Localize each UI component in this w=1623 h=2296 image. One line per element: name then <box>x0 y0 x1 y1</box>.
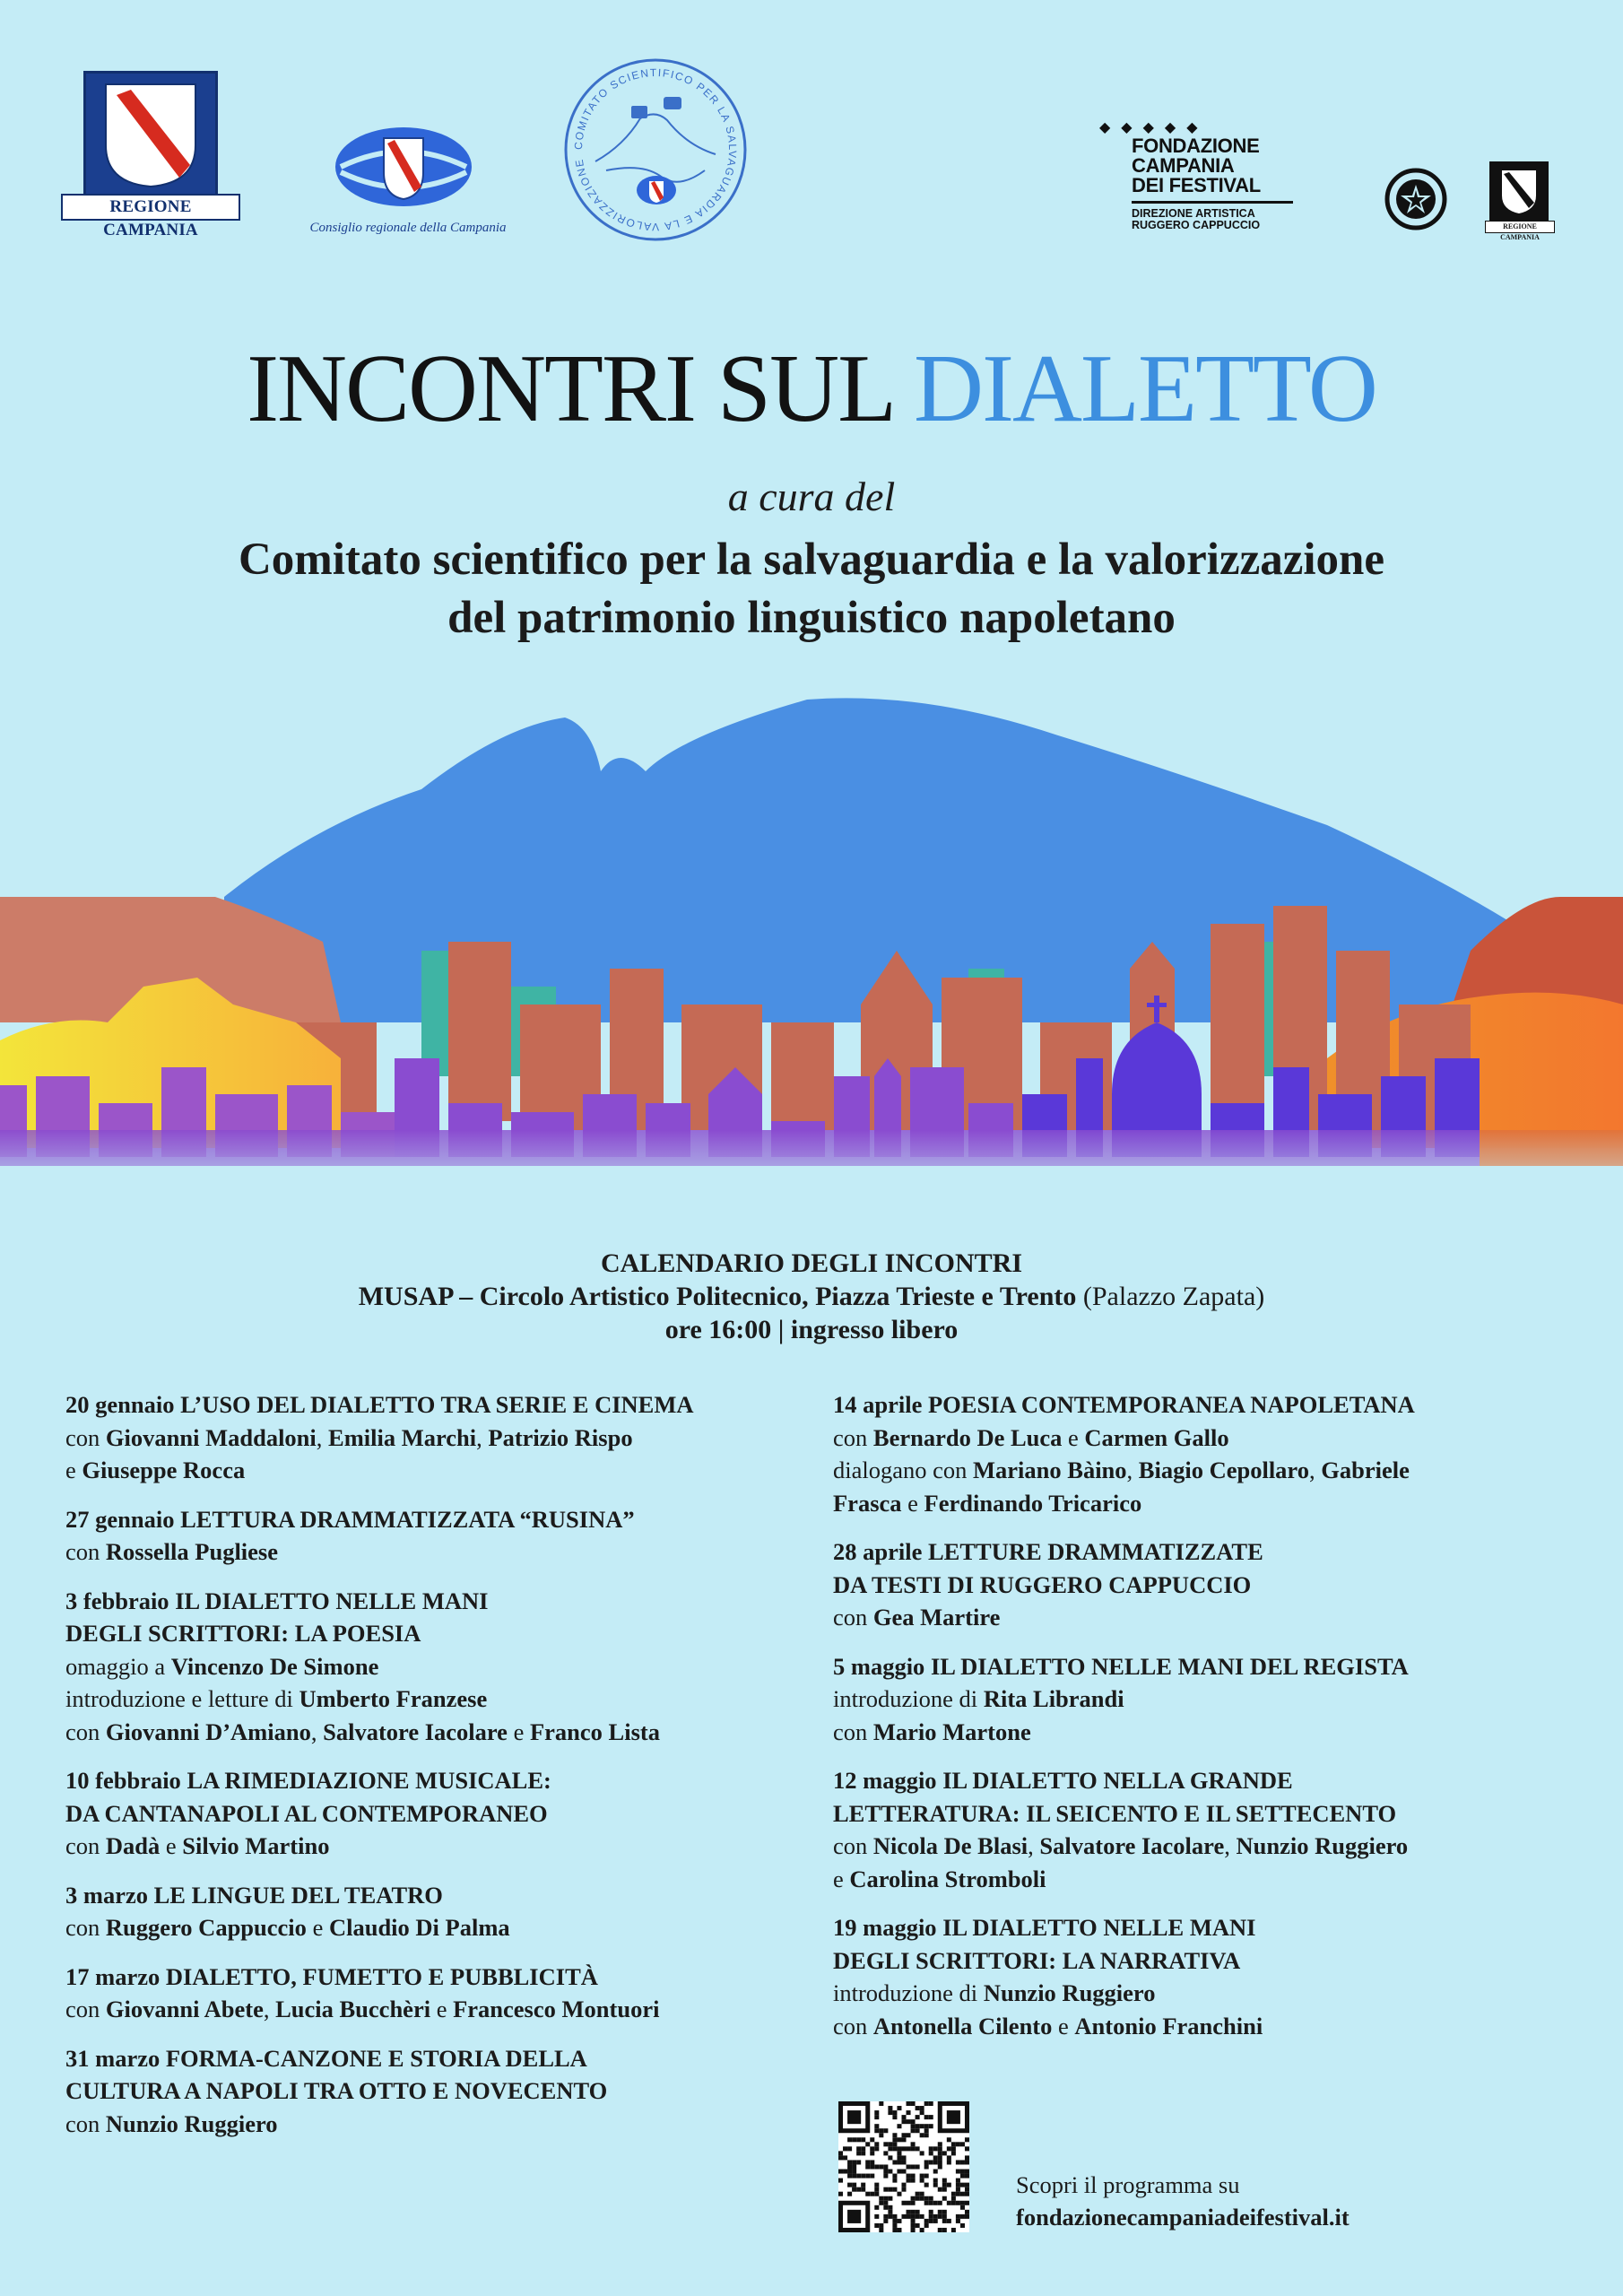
event-detail-line: con Giovanni Maddaloni, Emilia Marchi, Patrizio Rispo <box>65 1423 633 1451</box>
event-item <box>833 1388 1586 1519</box>
events-column-right <box>833 1388 1586 2058</box>
event-detail-line: con Bernardo De Luca e Carmen Gallo <box>833 1423 1229 1451</box>
title-main: INCONTRI SUL <box>247 335 915 442</box>
event-detail-line: con Dadà e Silvio Martino <box>65 1832 330 1859</box>
comitato-seal-icon <box>561 56 750 244</box>
footer-website-link[interactable]: fondazionecampaniadeifestival.it <box>1016 2204 1350 2231</box>
event-item <box>65 1503 819 1569</box>
regione-small-label: REGIONE CAMPANIA <box>1485 221 1555 233</box>
event-detail-line: con Antonella Cilento e Antonio Franchini <box>833 2012 1263 2039</box>
event-detail-line: e Giuseppe Rocca <box>65 1457 246 1483</box>
event-date-title: 3 febbraio IL DIALETTO NELLE MANI <box>65 1587 489 1614</box>
logo-regione-campania <box>61 66 240 239</box>
event-detail-line: con Nunzio Ruggiero <box>65 2109 278 2137</box>
event-item <box>65 1388 819 1487</box>
fondazione-diamonds-icon: ◆◆◆◆◆ <box>1099 120 1209 135</box>
italian-emblem-icon <box>1384 163 1447 235</box>
fondazione-divider <box>1132 201 1293 204</box>
consiglio-caption: Consiglio regionale della Campania <box>309 221 507 235</box>
event-date-title: 12 maggio IL DIALETTO NELLA GRANDE <box>833 1767 1293 1794</box>
event-detail-line: con Giovanni D’Amiano, Salvatore Iacolare e Franco Lista <box>65 1718 660 1745</box>
logo-consiglio-regionale <box>305 126 511 242</box>
event-detail-line: DA CANTANAPOLI AL CONTEMPORANEO <box>65 1799 548 1827</box>
event-detail-line: con Nicola De Blasi, Salvatore Iacolare, Nunzio Ruggiero <box>833 1832 1409 1859</box>
event-detail-line: CULTURA A NAPOLI TRA OTTO E NOVECENTO <box>65 2077 608 2104</box>
event-detail-line: con Mario Martone <box>833 1718 1031 1745</box>
event-date-title: 19 maggio IL DIALETTO NELLE MANI <box>833 1914 1256 1941</box>
event-date-title: 5 maggio IL DIALETTO NELLE MANI DEL REGISTA <box>833 1652 1409 1680</box>
committee-line-1: Comitato scientifico per la salvaguardia e la valorizzazione <box>238 535 1385 585</box>
event-detail-line: Frasca e Ferdinando Tricarico <box>833 1489 1142 1517</box>
event-detail-line: introduzione e letture di Umberto Franzese <box>65 1685 488 1712</box>
event-item <box>833 1535 1586 1634</box>
event-detail-line: DEGLI SCRITTORI: LA NARRATIVA <box>833 1946 1241 1974</box>
event-date-title: 10 febbraio LA RIMEDIAZIONE MUSICALE: <box>65 1767 551 1794</box>
committee-name <box>0 531 1623 648</box>
event-detail-line: con Giovanni Abete, Lucia Bucchèri e Francesco Montuori <box>65 1996 660 2022</box>
event-detail-line: con Ruggero Cappuccio e Claudio Di Palma <box>65 1914 510 1941</box>
events-column-left <box>65 1388 819 2156</box>
event-item <box>833 1764 1586 1895</box>
event-detail-line: e Carolina Stromboli <box>833 1865 1046 1892</box>
event-detail-line: dialogano con Mariano Bàino, Biagio Cepollaro, Gabriele <box>833 1457 1410 1483</box>
title-accent: DIALETTO <box>914 335 1376 442</box>
event-item <box>65 1961 819 2026</box>
event-date-title: 27 gennaio LETTURA DRAMMATIZZATA “RUSINA” <box>65 1505 635 1533</box>
calendar-venue: MUSAP – Circolo Artistico Politecnico, Piazza Trieste e Trento (Palazzo Zapata) <box>358 1282 1265 1311</box>
event-item <box>65 1879 819 1944</box>
calendar-heading: CALENDARIO DEGLI INCONTRI <box>600 1248 1023 1278</box>
event-detail-line: LETTERATURA: IL SEICENTO E IL SETTECENTO <box>833 1799 1397 1827</box>
fondazione-direction: DIREZIONE ARTISTICA RUGGERO CAPPUCCIO <box>1132 207 1261 231</box>
event-item <box>833 1650 1586 1749</box>
page-title <box>0 335 1623 442</box>
logo-regione-campania-small <box>1485 161 1555 241</box>
event-date-title: 31 marzo FORMA-CANZONE E STORIA DELLA <box>65 2044 587 2072</box>
event-detail-line: DA TESTI DI RUGGERO CAPPUCCIO <box>833 1570 1252 1598</box>
event-detail-line: introduzione di Nunzio Ruggiero <box>833 1979 1156 2006</box>
naples-skyline-illustration <box>0 682 1623 1220</box>
calendar-header <box>0 1247 1623 1346</box>
footer <box>1016 2169 1350 2233</box>
event-item <box>833 1911 1586 2042</box>
calendar-time: ore 16:00 | ingresso libero <box>664 1315 959 1344</box>
event-date-title: 28 aprile LETTURE DRAMMATIZZATE <box>833 1538 1263 1565</box>
svg-text:COMITATO SCIENTIFICO PER LA SA: COMITATO SCIENTIFICO PER LA SALVAGUARDIA E LA VALORIZZAZIONE <box>571 65 740 234</box>
event-detail-line: introduzione di Rita Librandi <box>833 1685 1124 1712</box>
committee-line-2: del patrimonio linguistico napoletano <box>447 593 1176 643</box>
logo-fondazione-campania-festival <box>1099 118 1315 244</box>
logo-comitato-scientifico <box>561 56 750 244</box>
event-detail-line: con Gea Martire <box>833 1604 1001 1631</box>
regione-shield-icon <box>104 83 197 188</box>
event-detail-line: DEGLI SCRITTORI: LA POESIA <box>65 1620 421 1647</box>
regione-campania-label: REGIONE CAMPANIA <box>61 194 240 221</box>
footer-discover: Scopri il programma su <box>1016 2171 1240 2198</box>
event-date-title: 20 gennaio L’USO DEL DIALETTO TRA SERIE E CINEMA <box>65 1391 694 1418</box>
qr-code[interactable] <box>838 2101 969 2232</box>
event-detail-line: con Rossella Pugliese <box>65 1538 279 1565</box>
event-date-title: 17 marzo DIALETTO, FUMETTO E PUBBLICITÀ <box>65 1962 598 1990</box>
fondazione-name: FONDAZIONE CAMPANIA DEI FESTIVAL <box>1132 135 1261 196</box>
event-item <box>65 1585 819 1749</box>
event-detail-line: omaggio a Vincenzo De Simone <box>65 1652 379 1680</box>
logo-italian-republic-emblem <box>1384 163 1447 235</box>
curated-by: a cura del <box>727 474 896 519</box>
event-item <box>65 2042 819 2141</box>
event-item <box>65 1764 819 1863</box>
event-date-title: 14 aprile POESIA CONTEMPORANEA NAPOLETANA <box>833 1391 1415 1418</box>
regione-small-shield-icon <box>1489 161 1549 221</box>
consiglio-emblem-icon <box>332 126 475 215</box>
event-date-title: 3 marzo LE LINGUE DEL TEATRO <box>65 1881 443 1909</box>
